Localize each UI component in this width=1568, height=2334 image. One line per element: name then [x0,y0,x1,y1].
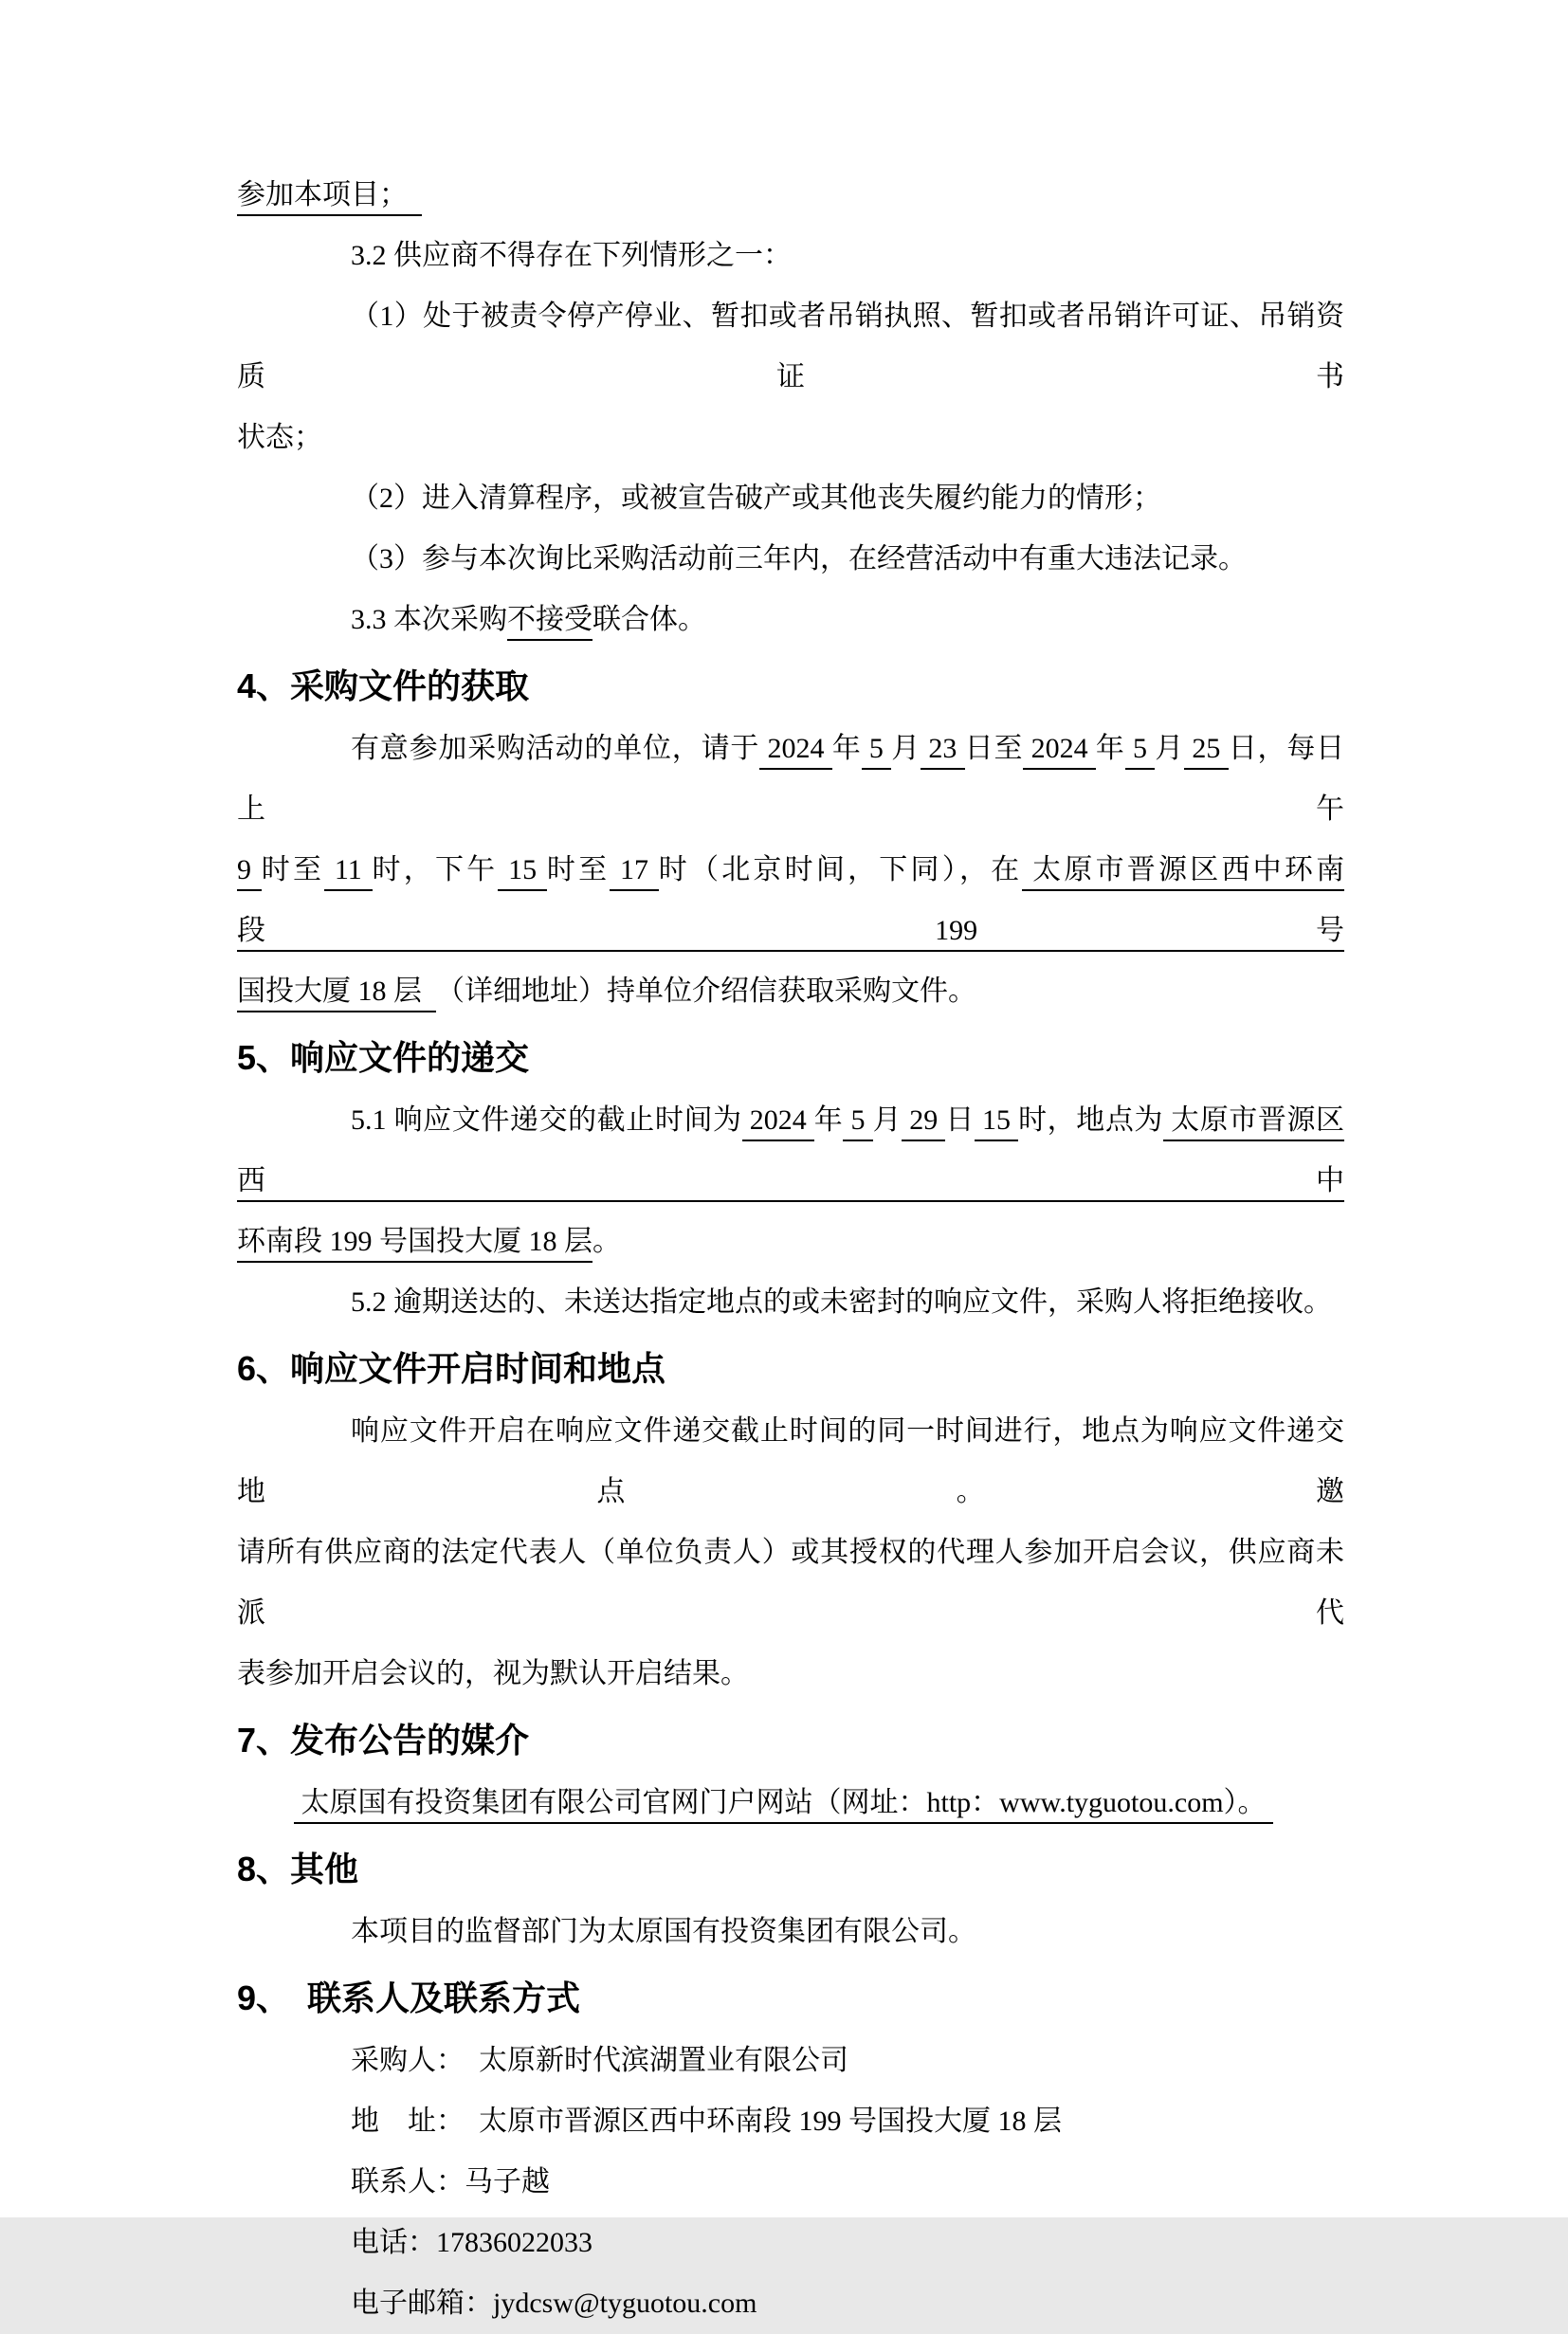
underlined-text: 参加本项目； [237,179,422,216]
underlined-text: 太原国有投资集团有限公司官网门户网站（网址：http：www.tyguotou.com）。 [294,1787,1273,1824]
underlined-text: 25 [1184,733,1229,770]
text-run: 联系人：马子越 [351,2166,550,2197]
text-run: 响应文件开启在响应文件递交截止时间的同一时间进行，地点为响应文件递交地点。邀 [237,1415,1344,1507]
text-run: （2）进入清算程序，或被宣告破产或其他丧失履约能力的情形； [351,483,1161,514]
underlined-text: 23 [921,733,965,770]
text-run: 状态； [237,422,322,453]
heading-section-6 [237,1339,1344,1399]
text-run: 4、采购文件的获取 [237,666,530,705]
underlined-text: 29 [902,1104,945,1141]
sec7-media-line [237,1773,1344,1833]
text-run: 5.1 响应文件递交的截止时间为 [351,1104,742,1136]
text-run: 日至 [964,733,1024,764]
contact-phone [237,2213,1344,2273]
text-run: 5、响应文件的递交 [237,1038,530,1077]
clause-3-2 [237,226,1344,286]
heading-section-8 [237,1839,1344,1900]
sec6-line-1 [237,1401,1344,1523]
clause-3-2-item-1 [237,286,1344,408]
underlined-text: 5 [843,1104,872,1141]
sec5-clause-5-1-cont [237,1212,1344,1272]
text-run: （详细地址）持单位介绍信获取采购文件。 [436,976,976,1007]
sec4-line-2 [237,840,1344,961]
heading-section-7 [237,1710,1344,1771]
text-run: 时，地点为 [1018,1104,1164,1136]
underlined-text: 不接受 [507,604,593,641]
text-run: 日 [945,1104,975,1136]
underlined-text: 9 [237,854,262,891]
text-run: 。 [593,1226,621,1257]
text-run: 日，每日上午 [237,733,1345,825]
clause-3-2-item-2 [237,468,1344,529]
sec6-line-3 [237,1644,1344,1705]
underlined-text: 环南段 199 号国投大厦 18 层 [237,1226,593,1263]
sec5-clause-5-2 [237,1272,1344,1333]
text-run: 3.2 供应商不得存在下列情形之一： [351,240,792,271]
text-run: 采购人： 太原新时代滨湖置业有限公司 [351,2045,848,2076]
text-run: 月 [1155,733,1185,764]
sec5-clause-5-1 [237,1090,1344,1212]
text-run: 7、发布公告的媒介 [237,1721,530,1760]
text-run: 月 [891,733,921,764]
contact-purchaser [237,2031,1344,2091]
sec8-line-1 [237,1902,1344,1962]
underlined-text: 2024 [759,733,832,770]
underlined-text: 17 [610,854,658,891]
text-run: 表参加开启会议的，视为默认开启结果。 [237,1658,749,1689]
clause-3-2-item-1-cont [237,408,1344,468]
text-run: 时至 [546,854,611,885]
text-run: 3.3 本次采购 [351,604,507,635]
underlined-text: 11 [324,854,372,891]
text-run: 电话：17836022033 [351,2227,593,2258]
text-run: 年 [1095,733,1125,764]
text-run: 地 址： 太原市晋源区西中环南段 199 号国投大厦 18 层 [351,2106,1062,2137]
text-run: 年 [813,1104,844,1136]
text-run: 本项目的监督部门为太原国有投资集团有限公司。 [351,1916,976,1947]
sec6-line-2 [237,1523,1344,1644]
contact-address [237,2091,1344,2152]
text-run: 时至 [261,854,325,885]
text-run: 时（北京时间，下同），在 [658,854,1023,885]
contact-email [237,2273,1344,2334]
text-run: 年 [831,733,862,764]
text-run: 联合体。 [593,604,706,635]
heading-section-5 [237,1028,1344,1088]
sec4-line-3 [237,961,1344,1022]
sec4-line-1 [237,719,1344,840]
underlined-text: 2024 [742,1104,814,1141]
text-run: （3）参与本次询比采购活动前三年内，在经营活动中有重大违法记录。 [351,543,1247,574]
underlined-text: 太原市晋源区西中环南段 199 号 [237,854,1344,952]
underlined-text: 15 [975,1104,1018,1141]
text-run: （1）处于被责令停产停业、暂扣或者吊销执照、暂扣或者吊销许可证、吊销资质证书 [237,301,1344,392]
underlined-text: 太原市晋源区西中 [237,1104,1344,1202]
clause-3-3 [237,590,1344,650]
text-run: 9、 联系人及联系方式 [237,1978,581,2017]
text-run: 电子邮箱：jydcsw@tyguotou.com [351,2288,757,2319]
underlined-text: 5 [862,733,892,770]
text-run: 5.2 逾期送达的、未送达指定地点的或未密封的响应文件，采购人将拒绝接收。 [351,1286,1332,1318]
para-eligibility-cont [237,165,1344,226]
heading-section-4 [237,656,1344,717]
text-run: 请所有供应商的法定代表人（单位负责人）或其授权的代理人参加开启会议，供应商未派代 [237,1537,1344,1629]
underlined-text: 国投大厦 18 层 [237,976,436,1012]
underlined-text: 5 [1125,733,1156,770]
clause-3-2-item-3 [237,529,1344,590]
underlined-text: 2024 [1023,733,1096,770]
text-run: 8、其他 [237,1850,359,1888]
text-run: 月 [872,1104,903,1136]
text-run: 时，下午 [372,854,499,885]
text-run: 有意参加采购活动的单位，请于 [351,733,760,764]
contact-person [237,2152,1344,2213]
heading-section-9 [237,1968,1344,2029]
underlined-text: 15 [498,854,546,891]
text-run: 6、响应文件开启时间和地点 [237,1349,666,1388]
